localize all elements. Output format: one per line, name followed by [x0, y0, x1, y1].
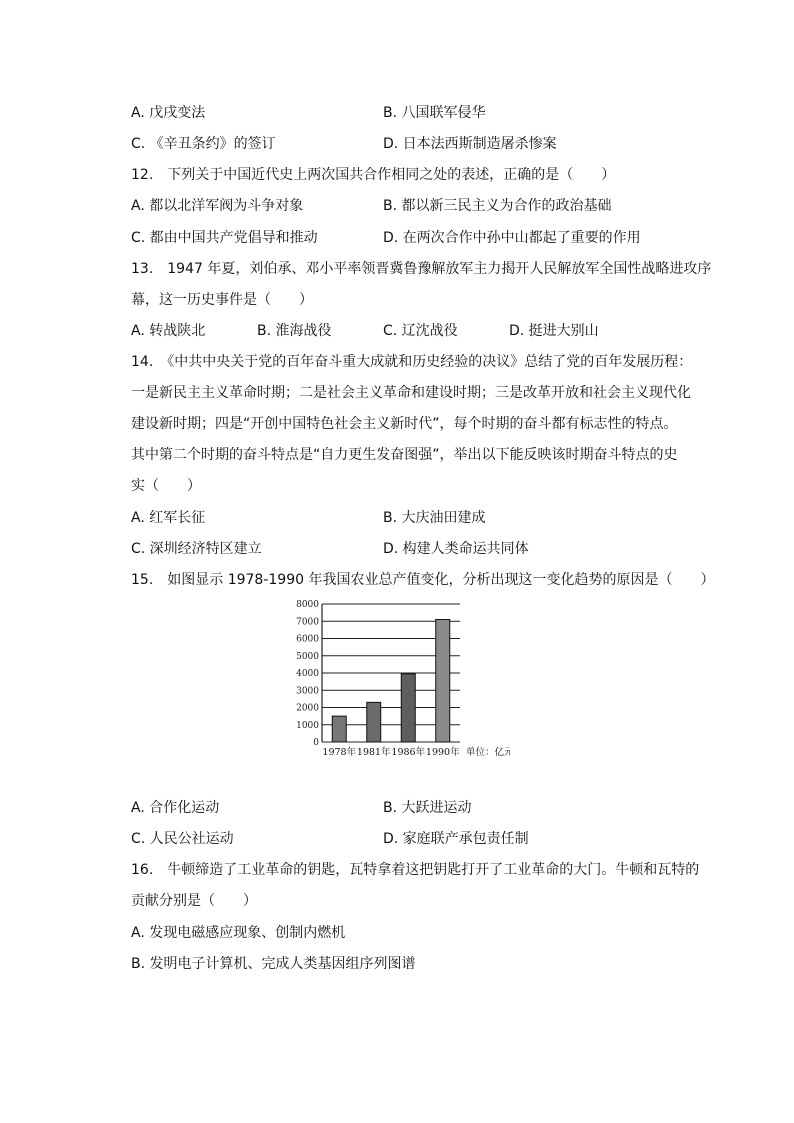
q15-option-c: C. 人民公社运动 — [131, 831, 234, 847]
q15-option-d: D. 家庭联产承包责任制 — [383, 831, 529, 847]
bar — [367, 702, 381, 742]
q11-option-a: A. 戊戌变法 — [131, 105, 206, 121]
q15-stem: 15. 如图显示 1978-1990 年我国农业总产值变化，分析出现这一变化趋势的原因是（ ） — [131, 572, 715, 588]
q14-stem-line5: 实（ ） — [131, 478, 201, 494]
x-tick-label: 1978年 — [322, 747, 357, 758]
q14-option-d: D. 构建人类命运共同体 — [383, 541, 529, 557]
q16-stem-line2: 贡献分别是（ ） — [131, 893, 257, 909]
y-tick-label: 8000 — [296, 600, 319, 610]
q14-stem-line1: 14. 《中共中央关于党的百年奋斗重大成就和历史经验的决议》总结了党的百年发展历程： — [131, 354, 693, 370]
q14-option-a: A. 红军长征 — [131, 510, 206, 526]
bar — [436, 620, 450, 742]
q13-option-a: A. 转战陕北 — [131, 323, 206, 339]
q12-option-c: C. 都由中国共产党倡导和推动 — [131, 230, 318, 246]
y-tick-label: 5000 — [296, 651, 319, 662]
q13-option-d: D. 挺进大别山 — [509, 323, 599, 339]
bar — [332, 716, 346, 742]
q12-option-b: B. 都以新三民主义为合作的政治基础 — [383, 198, 612, 214]
x-tick-label: 1981年 — [356, 747, 391, 758]
q11-option-d: D. 日本法西斯制造屠杀惨案 — [383, 136, 557, 152]
q14-stem-line3: 建设新时期；四是“开创中国特色社会主义新时代”，每个时期的奋斗都有标志性的特点。 — [131, 416, 678, 432]
q13-stem-line1: 13. 1947 年夏，刘伯承、邓小平率领晋冀鲁豫解放军主力揭开人民解放军全国性战略进攻序 — [131, 261, 712, 277]
unit-label: 单位：亿元 — [466, 747, 510, 758]
q16-option-b: B. 发明电子计算机、完成人类基因组序列图谱 — [131, 956, 416, 972]
q13-option-c: C. 辽沈战役 — [383, 323, 458, 339]
x-tick-label: 1990年 — [425, 747, 460, 758]
q15-option-a: A. 合作化运动 — [131, 800, 220, 816]
q14-option-c: C. 深圳经济特区建立 — [131, 541, 262, 557]
q12-option-d: D. 在两次合作中孙中山都起了重要的作用 — [383, 230, 641, 246]
q16-stem-line1: 16. 牛顿缔造了工业革命的钥匙，瓦特拿着这把钥匙打开了工业革命的大门。牛顿和瓦特的 — [131, 862, 700, 878]
x-tick-label: 1986年 — [391, 747, 426, 758]
y-tick-label: 7000 — [296, 617, 319, 628]
q14-stem-line2: 一是新民主主义革命时期；二是社会主义革命和建设时期；三是改革开放和社会主义现代化 — [131, 385, 691, 401]
y-tick-label: 0 — [313, 738, 319, 748]
q14-stem-line4: 其中第二个时期的奋斗特点是“自力更生发奋图强”，举出以下能反映该时期奋斗特点的史 — [131, 447, 678, 463]
q15-option-b: B. 大跃进运动 — [383, 800, 472, 816]
q16-option-a: A. 发现电磁感应现象、创制内燃机 — [131, 925, 346, 941]
q12-stem: 12. 下列关于中国近代史上两次国共合作相同之处的表述，正确的是（ ） — [131, 167, 616, 183]
q11-option-c: C. 《辛丑条约》的签订 — [131, 136, 276, 152]
bar-chart-svg — [290, 596, 510, 761]
agri-output-chart — [290, 596, 510, 761]
q11-option-b: B. 八国联军侵华 — [383, 105, 486, 121]
y-tick-label: 4000 — [296, 669, 319, 679]
q13-stem-line2: 幕，这一历史事件是（ ） — [131, 292, 313, 308]
y-tick-label: 6000 — [296, 634, 319, 645]
q12-option-a: A. 都以北洋军阀为斗争对象 — [131, 198, 304, 214]
bar — [401, 674, 415, 742]
q14-option-b: B. 大庆油田建成 — [383, 510, 486, 526]
q13-option-b: B. 淮海战役 — [257, 323, 332, 339]
y-tick-label: 1000 — [296, 720, 319, 731]
y-tick-label: 3000 — [296, 686, 319, 697]
y-tick-label: 2000 — [296, 703, 319, 714]
